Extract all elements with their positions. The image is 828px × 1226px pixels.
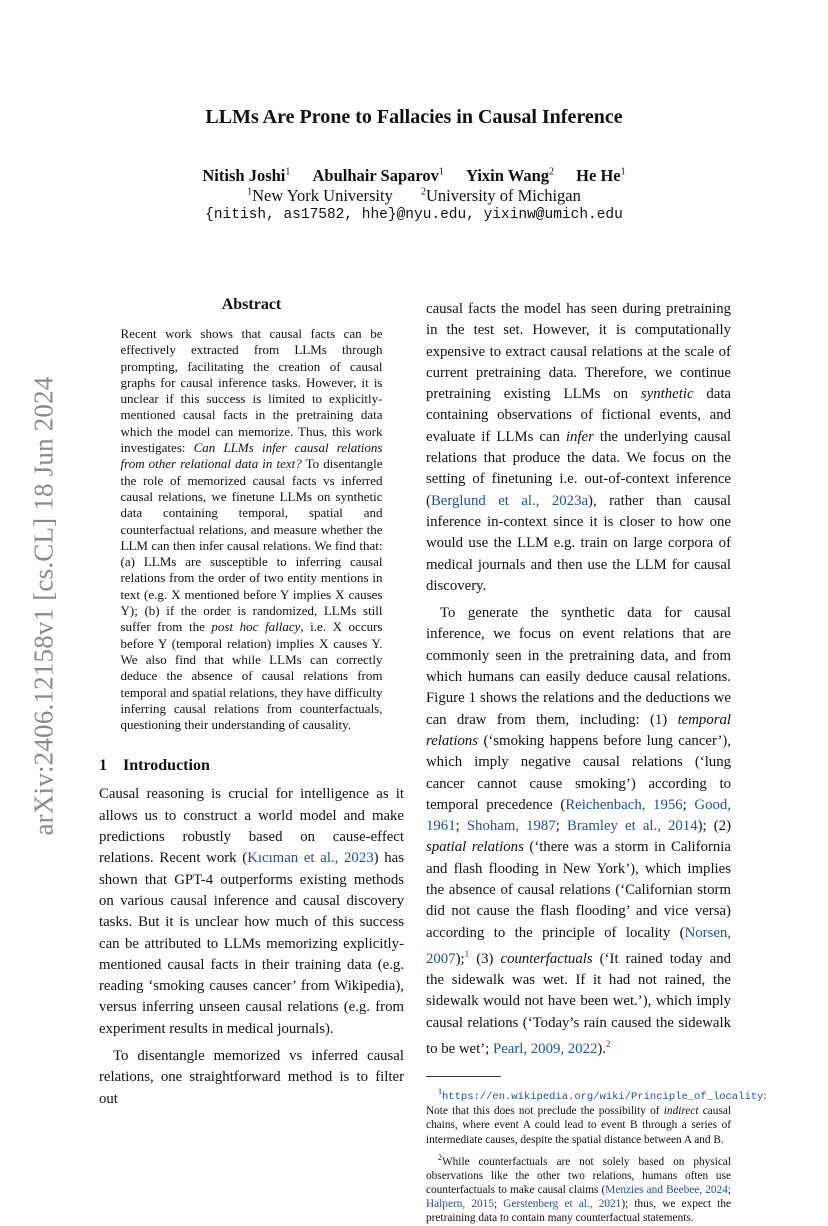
citation-link[interactable]: Good, 1961 — [426, 796, 731, 835]
arxiv-watermark — [22, 371, 66, 841]
citation-link[interactable]: Menzies and Beebee, 2024 — [605, 1183, 728, 1196]
citation-link[interactable]: Shoham, 1987 — [466, 818, 556, 835]
paper-title: LLMs Are Prone to Fallacies in Causal Inference — [205, 106, 623, 128]
citation-link[interactable]: Gerstenberg et al., 2021 — [503, 1198, 622, 1211]
affiliation: $^1$New York University — [247, 186, 393, 205]
author-emails: {nitish, as17582, hhe}@nyu.edu, yixinw@umich.edu — [205, 207, 623, 223]
footnote-1: $^1$https://en.wikipedia.org/wiki/Principle_of_locality: Note that this does not preclude the possibility of indirect causal chains, where event A could lead to event B through a series of intermediate causes, despite the spatial distance between A and B. — [426, 1087, 767, 1146]
footnote-marker[interactable]: 1 — [464, 948, 470, 959]
citation-link[interactable]: Reichenbach, 1956 — [565, 796, 683, 813]
citation-link[interactable]: Norsen, 2007 — [426, 924, 731, 967]
intro-paragraph-2-continued: causal facts the model has seen during pretraining in the test set. However, it is computationally expensive to extract causal relations at the scale of current pretraining data. Therefore, we continue pretraining existing LLMs on synthetic data containing observations of fictional events, and evaluate if LLMs can infer the underlying causal relations that produce the data. We focus on the setting of finetuning i.e. out-of-context inference (Berglund et al., 2023a), rather than causal inference in-context since it is closer to how one would use the LLM e.g. train on large corpora of medical journals and then use the LLM for causal discovery. — [426, 301, 731, 594]
citation-link[interactable]: Kıcıman et al., 2023 — [247, 850, 374, 867]
abstract-text: Recent work shows that causal facts can be effectively extracted from LLMs through prompting, facilitating the creation of causal graphs for causal inference tasks. However, it is unclear if this success is limited to explicitly-mentioned causal facts in the pretraining data which the model can memorize. Thus, this work investigates: Can LLMs infer causal relations from other relational data in text? To disentangle the role of memorized causal facts vs inferred causal relations, we finetune LLMs on synthetic data containing temporal, spatial and counterfactual relations, and measure whether the LLM can then infer causal relations. We find that: (a) LLMs are susceptible to inferring causal relations from the order of two entity mentions in text (e.g. X mentioned before Y implies X causes Y); (b) if the order is randomized, LLMs still suffer from the post hoc fallacy, i.e. X occurs before Y (temporal relation) implies X causes Y. We also find that while LLMs can correctly deduce the absence of causal relations from temporal and spatial relations, they have difficulty inferring causal relations from counterfactuals, questioning their understanding of causality. — [120, 326, 383, 733]
author-list — [0, 166, 828, 186]
citation-link[interactable]: Berglund et al., 2023a — [430, 492, 589, 509]
intro-paragraph-3: To generate the synthetic data for causal inference, we focus on event relations that are commonly seen in the pretraining data, and from which humans can easily deduce causal relations. Figure 1 shows the relations and the deductions we can draw from them, including: (1) temporal relations (‘smoking happens before lung cancer’), which imply negative causal relations (‘lung cancer cannot cause smoking’) according to temporal precedence (Reichenbach, 1956; Good, 1961; Shoham, 1987; Bramley et al., 2014); (2) spatial relations (‘there was a storm in California and flash flooding in New York’), which implies the absence of causal relations (‘Californian storm did not cause the flash flooding’ and vice versa) according to the principle of locality (Norsen, 2007);$^1$ (3) counterfactuals (‘It rained today and the sidewalk was wet. If it had not rained, the sidewalk would not have been wet.’), which imply causal relations (‘Today’s rain caused the sidewalk to be wet’; Pearl, 2009, 2022).$^2$ — [426, 605, 732, 1057]
citation-link[interactable]: Pearl, 2009, 2022 — [492, 1040, 598, 1057]
author: Nitish Joshi$^1$ — [202, 166, 291, 185]
citation-link[interactable]: Bramley et al., 2014 — [566, 818, 698, 835]
intro-paragraph-2: To disentangle memorized vs inferred causal relations, one straightforward method is to filter out — [99, 1047, 404, 1107]
affiliations — [0, 186, 828, 206]
author: Abulhair Saparov$^1$ — [312, 166, 444, 185]
author: Yixin Wang$^2$ — [466, 166, 555, 185]
section-heading-introduction: 1 Introduction — [99, 757, 210, 775]
left-column — [99, 296, 404, 1110]
arxiv-id: arXiv:2406.12158v1 [cs.CL] 18 Jun 2024 — [28, 376, 59, 836]
affiliation: $^2$University of Michigan — [420, 186, 581, 205]
footnote-divider — [426, 1076, 501, 1077]
footnote-marker[interactable]: 2 — [606, 1039, 611, 1050]
intro-paragraph-1: Causal reasoning is crucial for intelligence as it allows us to construct a world model and make predictions robustly based on cause-effect relations. Recent work (Kıcıman et al., 2023) has shown that GPT-4 outperforms existing methods on various causal inference and causal discovery tasks. But it is unclear how much of this success can be attributed to LLMs memorizing explicitly-mentioned causal facts in their training data (e.g. reading ‘smoking causes cancer’ from Wikipedia), versus inferring unseen causal relations (e.g. from experiment results in medical journals). — [99, 786, 405, 1037]
footnote-2: $^2$While counterfactuals are not solely based on physical observations like the other two relations, humans often use counterfactuals to make causal claims (Menzies and Beebee, 2024; Halpern, 2015; Gerstenberg et al., 2021); thus, we expect the pretraining data to contain many counterfactual statements. — [426, 1152, 731, 1225]
footnote-url-link[interactable]: https://en.wikipedia.org/wiki/Principle_of_locality — [442, 1091, 764, 1103]
right-column — [426, 299, 767, 1226]
abstract-heading: Abstract — [221, 296, 282, 313]
citation-link[interactable]: Halpern, 2015 — [426, 1198, 494, 1211]
author: He He$^1$ — [576, 166, 626, 185]
